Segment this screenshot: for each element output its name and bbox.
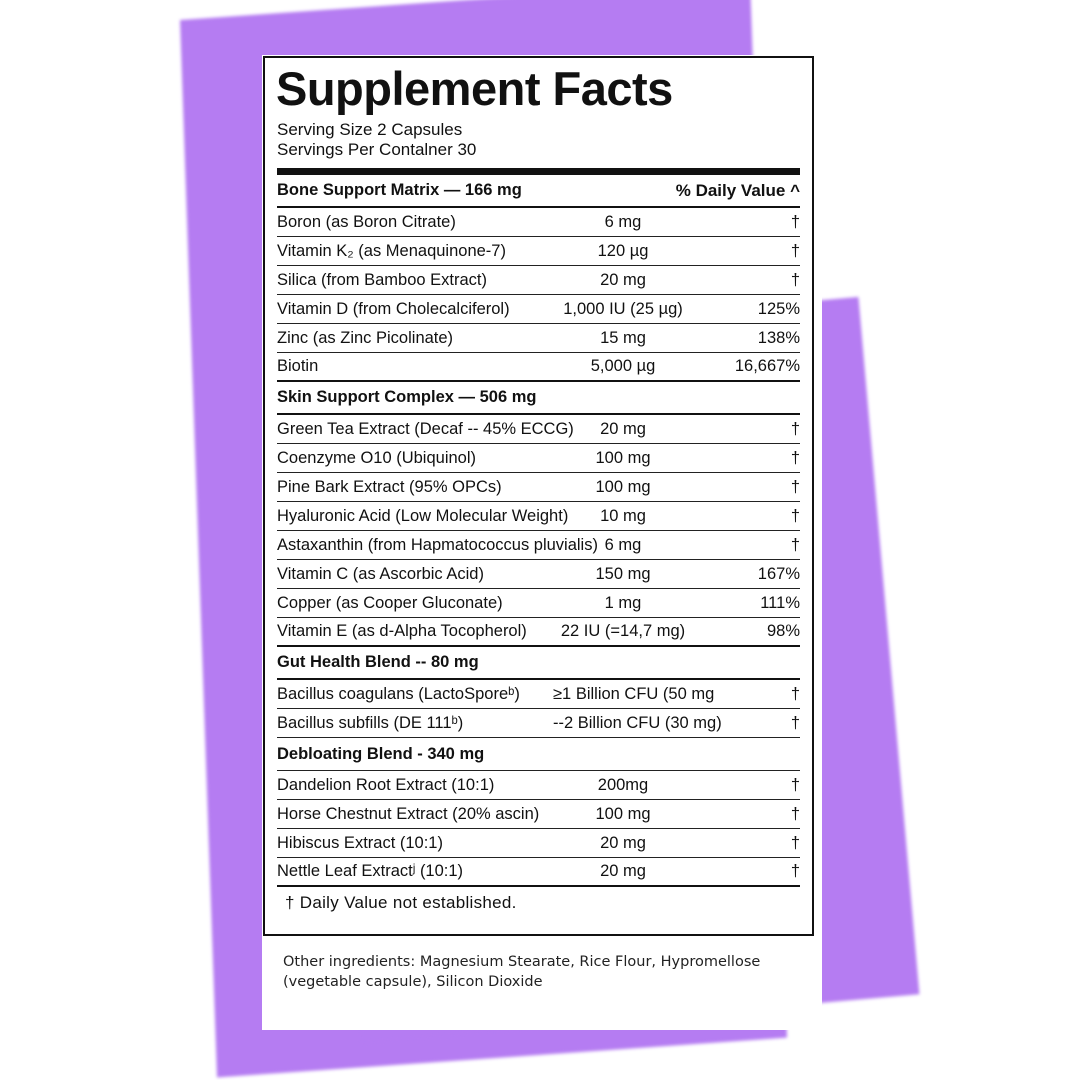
ingredient-amount: 6 mg [604, 535, 642, 554]
ingredient-daily-value: † [790, 212, 800, 231]
ingredient-amount: 20 mg [600, 833, 646, 852]
ingredient-daily-value: † [790, 862, 800, 880]
ingredient-name: Copper (as Cooper Gluconate) [277, 593, 503, 612]
ingredient-daily-value: 138% [757, 328, 800, 347]
ingredient-amount: 100 mg [595, 477, 651, 496]
ingredient-daily-value: † [790, 477, 800, 496]
ingredient-name: Pine Bark Extract (95% OPCs) [277, 477, 502, 496]
ingredient-daily-value: † [790, 448, 800, 467]
ingredient-daily-value: † [790, 506, 800, 525]
ingredient-daily-value: † [790, 684, 800, 703]
ingredient-name: Vitamin K₂ (as Menaquinone-7) [277, 241, 506, 260]
ingredient-daily-value: † [790, 241, 800, 260]
ingredient-name: Astaxanthin (from Hapmatococcus pluvialis) [277, 535, 598, 554]
ingredient-name: Vitamin E (as d-Alpha Tocopherol) [277, 622, 527, 640]
ingredient-amount: 100 mg [595, 448, 651, 467]
ingredient-amount: 200mg [597, 775, 649, 794]
ingredient-amount: 6 mg [604, 212, 642, 231]
section-header-gut [277, 647, 800, 680]
bone-blend-title: Bone Support Matrix — 166 mg [277, 181, 522, 199]
debloating-rows [277, 771, 800, 887]
table-row [277, 858, 800, 887]
other-ingredients: Other ingredients: Magnesium Stearate, Rice Flour, Hypromellose (vegetable capsule), Silicon Dioxide [283, 954, 761, 990]
table-row [277, 560, 800, 589]
ingredient-daily-value: † [790, 833, 800, 852]
ingredient-amount: 150 mg [595, 564, 651, 583]
ingredient-name: Bacillus coagulans (LactoSporeᵇ) [277, 684, 520, 703]
table-row [277, 295, 800, 324]
bone-support-rows [277, 208, 800, 382]
debloat-blend-title: Debloating Blend - 340 mg [277, 744, 485, 763]
section-header-skin [277, 382, 800, 415]
table-row [277, 353, 800, 382]
ingredient-name: Vitamin D (from Cholecalciferol) [277, 299, 510, 318]
table-row [277, 415, 800, 444]
ingredient-amount: 1,000 IU (25 µg) [563, 299, 683, 318]
ingredient-amount: ≥1 Billion CFU (50 mg [553, 684, 715, 703]
ingredient-daily-value: 111% [760, 593, 800, 612]
servings-per-container: Servings Per Contalner 30 [277, 140, 477, 159]
ingredient-amount: 100 mg [595, 804, 651, 823]
gut-health-rows [277, 680, 800, 738]
ingredient-amount: 20 mg [600, 419, 646, 438]
ingredient-amount: 120 µg [597, 241, 649, 260]
ingredient-name: Coenzyme O10 (Ubiquinol) [277, 448, 477, 467]
daily-value-header: % Daily Value ^ [675, 180, 800, 200]
ingredient-name: Vitamin C (as Ascorbic Acid) [277, 564, 484, 583]
skin-blend-title: Skin Support Complex — 506 mg [277, 388, 537, 406]
table-row [277, 266, 800, 295]
table-row [277, 680, 800, 709]
table-row [277, 589, 800, 618]
ingredient-name: Zinc (as Zinc Picolinate) [277, 328, 454, 347]
footnote: † Daily Value not established. [285, 893, 517, 912]
ingredient-amount: 15 mg [600, 328, 646, 347]
ingredient-amount: 20 mg [600, 862, 646, 880]
supplement-facts-panel [263, 56, 814, 936]
table-row [277, 829, 800, 858]
ingredient-daily-value: † [790, 270, 800, 289]
section-header-debloat [277, 738, 800, 771]
table-row [277, 800, 800, 829]
table-row [277, 502, 800, 531]
ingredient-name: Biotin [277, 357, 319, 375]
ingredient-name: Green Tea Extract (Decaf -- 45% ECCG) [277, 419, 574, 438]
table-row [277, 771, 800, 800]
ingredient-amount: 5,000 µg [590, 357, 656, 375]
ingredient-daily-value: † [790, 713, 800, 732]
ingredient-daily-value: † [790, 775, 800, 794]
ingredient-daily-value: † [790, 804, 800, 823]
ingredient-amount: 22 IU (=14,7 mg) [560, 622, 686, 640]
skin-support-rows [277, 415, 800, 647]
serving-size: Serving Size 2 Capsules [277, 120, 463, 139]
ingredient-daily-value: 125% [757, 299, 800, 318]
ingredient-amount: 10 mg [600, 506, 646, 525]
ingredient-name: Dandelion Root Extract (10:1) [277, 775, 495, 794]
ingredient-name: Boron (as Boron Citrate) [277, 212, 456, 231]
table-row [277, 208, 800, 237]
ingredient-daily-value: 98% [766, 622, 800, 640]
table-row [277, 531, 800, 560]
ingredient-daily-value: 16,667% [734, 357, 800, 375]
ingredient-name: Nettle Leaf Extractʲ (10:1) [277, 862, 464, 880]
ingredient-amount: --2 Billion CFU (30 mg) [553, 713, 722, 732]
ingredient-daily-value: † [790, 535, 800, 554]
ingredient-name: Bacillus subfills (DE 111ᵇ) [277, 713, 464, 732]
ingredient-name: Horse Chestnut Extract (20% ascin) [277, 804, 540, 823]
table-row [277, 709, 800, 738]
table-row [277, 618, 800, 647]
gut-blend-title: Gut Health Blend -- 80 mg [277, 653, 479, 671]
table-row [277, 237, 800, 266]
panel-title: Supplement Facts [276, 62, 673, 115]
ingredient-daily-value: † [790, 419, 800, 438]
table-row [277, 324, 800, 353]
table-row [277, 444, 800, 473]
table-header-row [277, 175, 800, 208]
ingredient-daily-value: 167% [757, 564, 800, 583]
ingredient-name: Hibiscus Extract (10:1) [277, 833, 443, 852]
ingredient-name: Silica (from Bamboo Extract) [277, 270, 487, 289]
thick-divider [277, 168, 800, 175]
table-row [277, 473, 800, 502]
ingredient-name: Hyaluronic Acid (Low Molecular Weight) [277, 506, 569, 525]
ingredient-amount: 1 mg [604, 593, 642, 612]
ingredient-amount: 20 mg [600, 270, 646, 289]
